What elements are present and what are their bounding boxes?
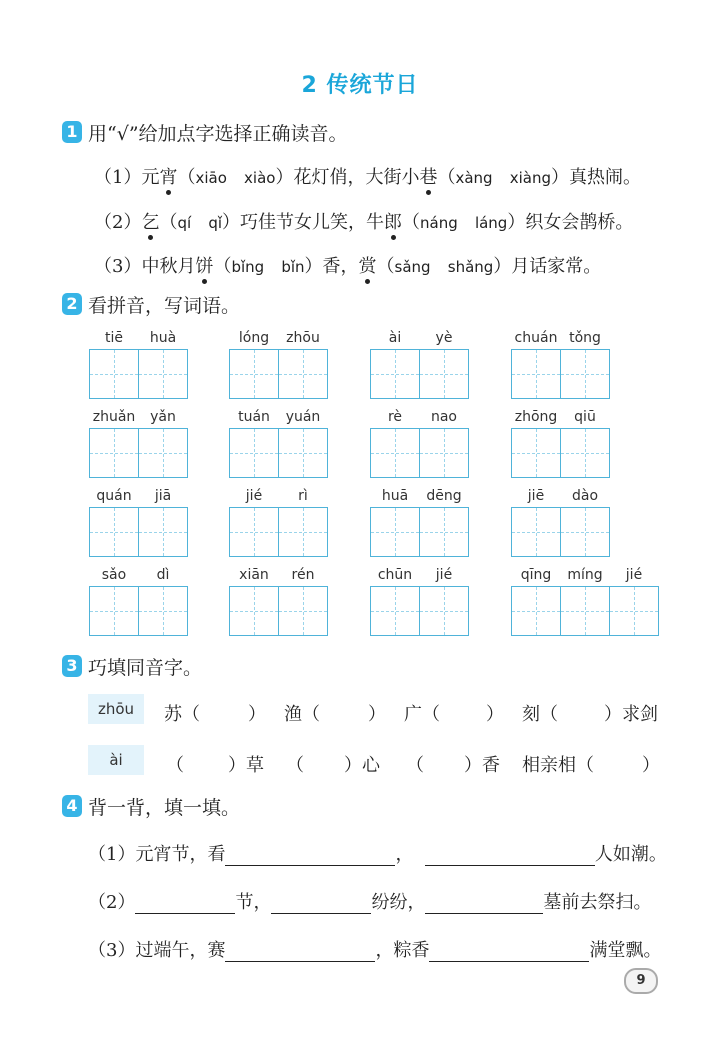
pinyin-label: rén (291, 567, 315, 583)
page-title: 2 传统节日 (301, 73, 419, 98)
blank-text: 广（ (404, 704, 440, 725)
writing-cell[interactable] (278, 349, 328, 399)
paren: （ (376, 256, 395, 277)
section-2-number: 2 (62, 293, 82, 315)
writing-cell[interactable] (419, 586, 469, 636)
text: ，粽香 (375, 940, 430, 961)
paren: （ (159, 212, 178, 233)
text: （3）中秋月 (94, 256, 196, 277)
blank-text: ）香 (464, 755, 500, 776)
writing-cell[interactable] (229, 507, 279, 557)
pinyin-label: chūn (377, 567, 413, 583)
writing-cell[interactable] (511, 507, 561, 557)
pinyin-label: dào (571, 488, 599, 504)
section-3-instruction: 巧填同音字。 (88, 656, 203, 679)
text: ， (395, 844, 414, 865)
recite-line-3 (88, 936, 661, 962)
pinyin-label: jié (625, 567, 643, 583)
dotted-char: 饼 (195, 252, 213, 278)
pinyin-option[interactable]: xiàng (509, 169, 552, 187)
writing-cell[interactable] (560, 349, 610, 399)
blank-text: 相亲相（ (522, 755, 594, 776)
section-1-number: 1 (62, 121, 82, 143)
text: 墓前去祭扫。 (543, 892, 652, 913)
text: （1）元 (94, 167, 160, 188)
text: 节， (235, 892, 272, 913)
pinyin-label: zhuǎn (92, 409, 136, 425)
pinyin-label: jié (245, 488, 263, 504)
pinyin-label: chuán (514, 330, 558, 346)
pinyin-label: rè (387, 409, 403, 425)
text: （3）过端午，赛 (88, 940, 226, 961)
pinyin-label: yè (435, 330, 453, 346)
text: ）花灯俏，大街小 (275, 167, 420, 188)
writing-cell[interactable] (370, 507, 420, 557)
pinyin-option[interactable]: náng (420, 214, 458, 232)
pinyin-label: quán (96, 488, 132, 504)
blank-text: 苏（ (164, 704, 200, 725)
pinyin-option[interactable]: xiāo (195, 169, 227, 187)
writing-cell[interactable] (89, 428, 139, 478)
pinyin-label: jiā (154, 488, 172, 504)
section-3-number: 3 (62, 655, 82, 677)
writing-cell[interactable] (89, 349, 139, 399)
writing-cell[interactable] (609, 586, 659, 636)
dotted-char: 巷 (419, 163, 437, 189)
section-1-heading (62, 118, 348, 146)
pinyin-option[interactable]: qí (177, 214, 192, 232)
text: 纷纷， (371, 892, 426, 913)
writing-cell[interactable] (370, 349, 420, 399)
text: ）织女会鹊桥。 (507, 212, 634, 233)
section-2-heading (62, 290, 240, 318)
writing-cell[interactable] (560, 507, 610, 557)
pinyin-label: sǎo (101, 567, 127, 583)
writing-cell[interactable] (278, 428, 328, 478)
text: ）月话家常。 (493, 256, 602, 277)
section-2-instruction: 看拼音，写词语。 (88, 294, 241, 317)
pinyin-tag-zhou: zhōu (88, 694, 144, 724)
pinyin-option[interactable]: bǐn (281, 258, 305, 276)
text: 人如潮。 (594, 844, 667, 865)
writing-cell[interactable] (89, 507, 139, 557)
question-1-1 (94, 163, 641, 189)
pinyin-option[interactable]: shǎng (447, 258, 494, 276)
pinyin-label: yǎn (150, 409, 176, 425)
pinyin-label: jié (435, 567, 453, 583)
writing-cell[interactable] (370, 586, 420, 636)
blank-text: 刻（ (522, 704, 558, 725)
pinyin-label: qiū (574, 409, 596, 425)
blank-text: ） (368, 704, 386, 725)
pinyin-option[interactable]: xiào (244, 169, 276, 187)
pinyin-label: zhōu (286, 330, 320, 346)
blank-text: （ (166, 755, 184, 776)
paren: （ (213, 256, 232, 277)
pinyin-label: xiān (239, 567, 269, 583)
text: （2） (88, 892, 136, 913)
pinyin-label: dēng (426, 488, 462, 504)
pinyin-option[interactable]: sǎng (394, 258, 431, 276)
pinyin-label: huà (149, 330, 177, 346)
writing-cell[interactable] (560, 428, 610, 478)
pinyin-label: lóng (238, 330, 270, 346)
writing-cell[interactable] (560, 586, 610, 636)
blank-text: ） (486, 704, 504, 725)
section-4-number: 4 (62, 795, 82, 817)
section-3-heading (62, 652, 202, 680)
recite-line-1 (88, 840, 667, 866)
writing-cell[interactable] (138, 507, 188, 557)
paren: （ (177, 167, 196, 188)
pinyin-label: yuán (285, 409, 321, 425)
text: ）香， (304, 256, 359, 277)
section-4-heading (62, 792, 240, 820)
paren: （ (402, 212, 421, 233)
pinyin-label: míng (567, 567, 603, 583)
writing-cell[interactable] (419, 507, 469, 557)
question-1-2 (94, 208, 633, 234)
answer-blank[interactable] (429, 941, 589, 962)
page-number: 9 (624, 968, 658, 994)
text: 满堂飘。 (589, 940, 662, 961)
blank-text: 渔（ (284, 704, 320, 725)
pinyin-label: qīng (520, 567, 552, 583)
text: （1）元宵节，看 (88, 844, 226, 865)
writing-cell[interactable] (511, 586, 561, 636)
answer-blank[interactable] (271, 893, 371, 914)
blank-text: ）心 (344, 755, 380, 776)
pinyin-label: tǒng (569, 330, 601, 346)
answer-blank[interactable] (135, 893, 235, 914)
text: ）巧佳节女儿笑，牛 (222, 212, 385, 233)
writing-cell[interactable] (278, 507, 328, 557)
pinyin-option[interactable]: qǐ (208, 214, 223, 232)
blank-text: （ (286, 755, 304, 776)
pinyin-option[interactable]: bǐng (231, 258, 265, 276)
writing-cell[interactable] (278, 586, 328, 636)
pinyin-label: ài (388, 330, 402, 346)
paren: （ (437, 167, 456, 188)
blank-text: ）草 (228, 755, 264, 776)
question-1-3 (94, 252, 601, 278)
answer-blank[interactable] (225, 941, 375, 962)
writing-cell[interactable] (138, 428, 188, 478)
dotted-char: 宵 (159, 163, 177, 189)
recite-line-2 (88, 888, 651, 914)
pinyin-label: tiē (105, 330, 123, 346)
pinyin-label: jiē (527, 488, 545, 504)
pinyin-label: zhōng (514, 409, 558, 425)
dotted-char: 郎 (384, 208, 402, 234)
answer-blank[interactable] (425, 893, 543, 914)
pinyin-label: rì (298, 488, 308, 504)
pinyin-option[interactable]: xàng (455, 169, 493, 187)
writing-cell[interactable] (370, 428, 420, 478)
writing-cell[interactable] (511, 428, 561, 478)
writing-cell[interactable] (138, 349, 188, 399)
blank-text: ） (248, 704, 266, 725)
writing-cell[interactable] (419, 349, 469, 399)
section-4-instruction: 背一背，填一填。 (88, 796, 241, 819)
writing-cell[interactable] (229, 428, 279, 478)
pinyin-label: huā (381, 488, 409, 504)
pinyin-label: dì (156, 567, 170, 583)
blank-text: （ (406, 755, 424, 776)
pinyin-option[interactable]: láng (474, 214, 508, 232)
writing-cell[interactable] (229, 349, 279, 399)
writing-cell[interactable] (89, 586, 139, 636)
pinyin-label: nao (430, 409, 458, 425)
text: （2） (94, 212, 142, 233)
writing-cell[interactable] (229, 586, 279, 636)
answer-blank[interactable] (425, 845, 595, 866)
dotted-char: 赏 (359, 252, 377, 278)
writing-cell[interactable] (138, 586, 188, 636)
dotted-char: 乞 (141, 208, 159, 234)
section-1-instruction: 用“√”给加点字选择正确读音。 (88, 122, 348, 145)
answer-blank[interactable] (225, 845, 395, 866)
blank-text: ）求剑 (604, 704, 658, 725)
text: ）真热闹。 (551, 167, 642, 188)
blank-text: ） (642, 755, 660, 776)
pinyin-tag-ai: ài (88, 745, 144, 775)
writing-cell[interactable] (419, 428, 469, 478)
writing-cell[interactable] (511, 349, 561, 399)
pinyin-label: tuán (238, 409, 270, 425)
